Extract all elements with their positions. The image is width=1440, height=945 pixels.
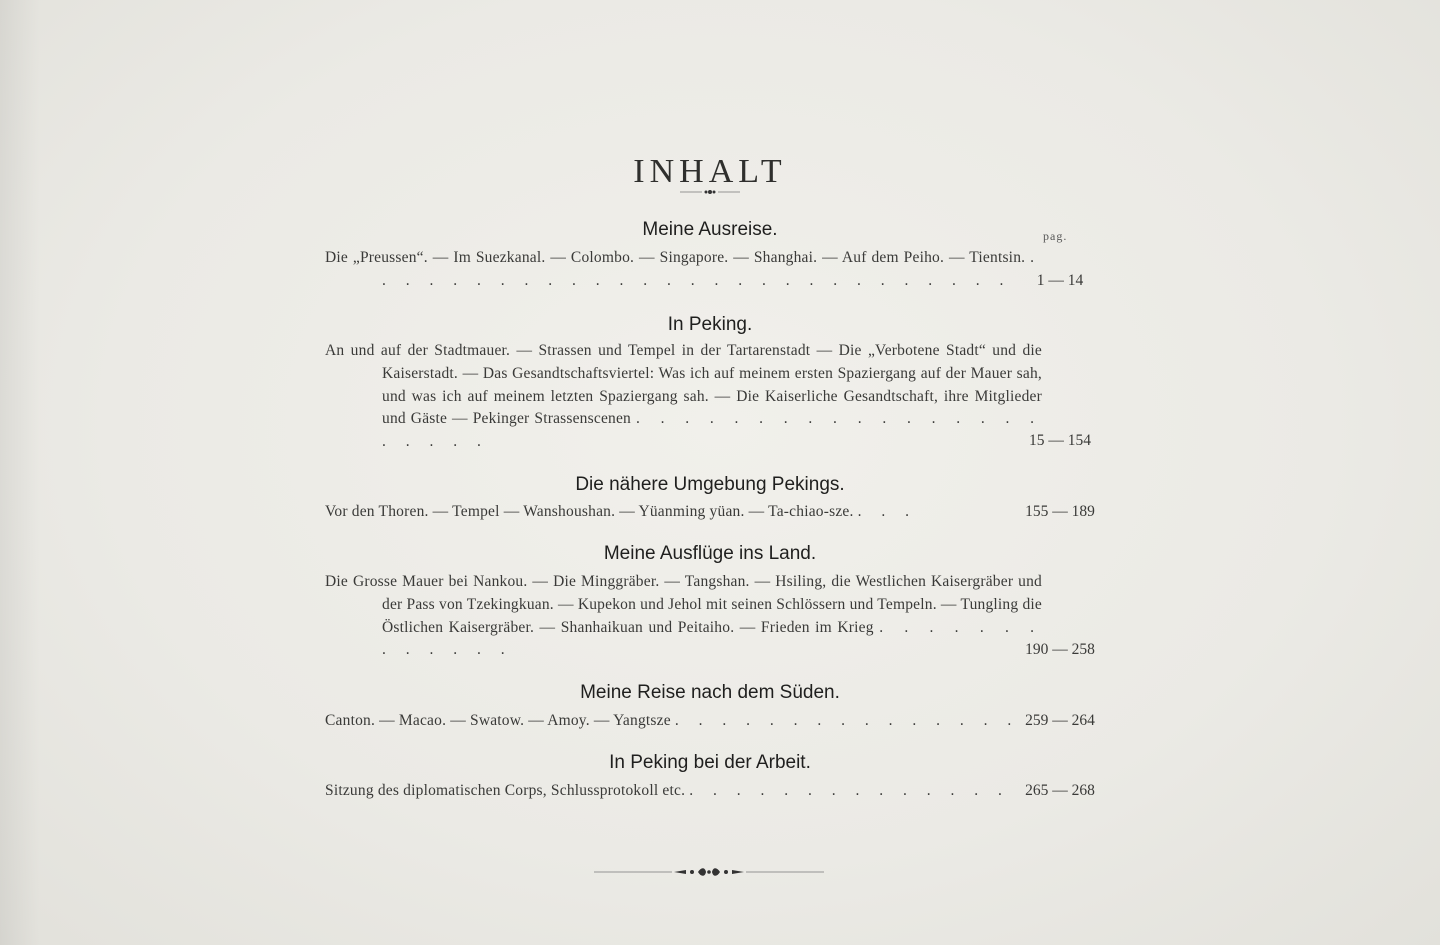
bottom-ornament-icon — [594, 864, 824, 880]
section-heading-sueden: Meine Reise nach dem Süden. — [580, 682, 840, 703]
toc-entry-ausfluege — [325, 571, 1042, 662]
section-heading-ausfluege: Meine Ausflüge ins Land. — [603, 543, 817, 564]
section-heading-arbeit: In Peking bei der Arbeit. — [609, 752, 811, 773]
toc-entry-peking — [325, 340, 1042, 454]
page-gutter-shadow — [0, 0, 40, 945]
page-range: 265 — 268 — [1025, 782, 1095, 799]
entry-text: Sitzung des diplomatischen Corps, Schlussprotokoll etc. — [325, 782, 686, 799]
entry-text: An und auf der Stadtmauer. — Strassen und Tempel in der Tartarenstadt — Die „Verbotene Stadt“ und die Kaiserstadt. — Das Gesandtschaftsviertel: Was ich auf meinem ersten Spaziergang auf der Mauer sah, und was ich auf meinem letzten Spaziergang sah. — Die Kaiserliche Gesandtschaft, ihre Mitglieder und Gäste — Pekinger Strassenscenen — [325, 342, 1042, 428]
section-heading-peking: In Peking. — [667, 314, 753, 335]
page-range: 190 — 258 — [1025, 641, 1095, 658]
leader-dots: . . . — [857, 503, 918, 520]
page-range: 15 — 154 — [1029, 432, 1091, 449]
entry-text: Die „Preussen“. — Im Suezkanal. — Colombo. — Singapore. — Shanghai. — Auf dem Peiho. — Tientsin. — [325, 249, 1026, 266]
toc-entry-ausreise — [325, 247, 1042, 293]
page-title: INHALT — [633, 152, 787, 190]
page-range: 259 — 264 — [1025, 712, 1095, 729]
page-range: 155 — 189 — [1025, 503, 1095, 520]
toc-entry-umgebung — [325, 501, 1042, 524]
entry-text: Vor den Thoren. — Tempel — Wanshoushan. — Yüanming yüan. — Ta-chiao-sze. — [325, 503, 854, 520]
section-heading-ausreise: Meine Ausreise. — [642, 219, 778, 240]
page-range: 1 — 14 — [1036, 272, 1084, 289]
section-heading-umgebung: Die nähere Umgebung Pekings. — [575, 474, 845, 495]
leader-dots: . . . . . . . . . . . . . . . — [674, 712, 1020, 729]
leader-dots: . . . . . . . . . . . . . . . . . . . . . . — [382, 410, 1043, 451]
title-ornament-icon — [680, 186, 740, 198]
leader-dots: . . . . . . . . . . . . . . . . . . . . . . . . . . . . — [382, 249, 1042, 289]
toc-entry-arbeit — [325, 780, 1042, 803]
leader-dots: . . . . . . . . . . . . . . — [689, 782, 1010, 799]
toc-entry-sueden — [325, 710, 1042, 733]
pag-label: pag. — [1043, 229, 1068, 243]
entry-text: Canton. — Macao. — Swatow. — Amoy. — Yangtsze — [325, 712, 671, 729]
leader-dots: . . . . . . . . . . . . . — [382, 618, 1042, 659]
entry-text: Die Grosse Mauer bei Nankou. — Die Minggräber. — Tangshan. — Hsiling, die Westlichen Kaisergräber und der Pass von Tzekingkuan. — Kupekon und Jehol mit seinen Schlössern und Tempeln. — Tungling die Östlichen Kaisergräber. — Shanhaikuan und Peitaiho. — Frieden im Krieg — [325, 573, 1042, 636]
